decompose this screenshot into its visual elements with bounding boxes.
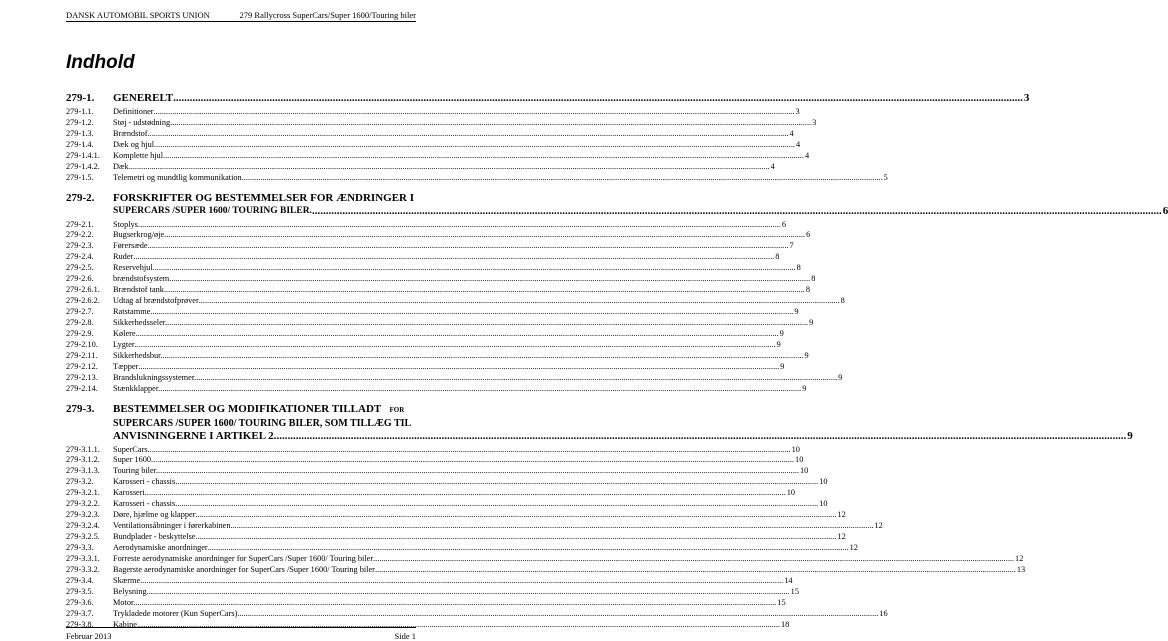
toc-entry[interactable]: 279-3.2.4. Ventilationsåbninger i førerkabinen. ..... 12 <box>66 521 416 532</box>
toc-entry[interactable]: 279-2.7. Ratstamme. ..... 9 <box>66 307 416 318</box>
toc-entry[interactable]: 279-3.2. Karosseri - chassis. ..... 10 <box>66 477 416 488</box>
toc-section-3[interactable]: 279-3. BESTEMMELSER OG MODIFIKATIONER TILLADT FOR SUPERCARS /SUPER 1600/ TOURING BILER, SOM TILLÆG TIL ANVISNINGERNE I ARTIKEL 2. ..... 9 <box>66 403 416 443</box>
toc-entry[interactable]: 279-2.6.1. Brændstof tank ..... 8 <box>66 285 416 296</box>
toc-entry[interactable]: 279-2.14. Stænkklapper. ..... 9 <box>66 384 416 395</box>
toc-entry[interactable]: 279-3.2.2. Karosseri - chassis. ..... 10 <box>66 499 416 510</box>
toc-section-1-items <box>66 106 888 184</box>
page-title: Indhold <box>66 52 135 73</box>
toc-entry[interactable]: 279-3.1.2. Super 1600. ..... 10 <box>66 456 416 467</box>
toc-section-3-items <box>66 444 1026 631</box>
toc-entry[interactable]: 279-1.4.2. Dæk ..... 4 <box>66 162 416 173</box>
running-header <box>66 6 416 22</box>
toc-section-2-items <box>66 219 845 395</box>
toc-entry[interactable]: 279-3.3. Aerodynamiske anordninger ..... 12 <box>66 543 416 554</box>
toc-entry[interactable]: 279-3.6. Motor. ..... 15 <box>66 598 416 609</box>
toc-entry[interactable]: 279-1.3. Brændstof ..... 4 <box>66 129 416 140</box>
toc-entry[interactable]: 279-3.3.1. Forreste aerodynamiske anordninger for SuperCars /Super 1600/ Touring biler ..... 12 <box>66 554 416 565</box>
footer-page: Side 1 <box>394 631 416 641</box>
toc-entry[interactable]: 279-3.7. Trykladede motorer (Kun SuperCars) ..... 16 <box>66 609 416 620</box>
toc-entry[interactable]: 279-3.2.3. Døre, hjælme og klapper ..... 12 <box>66 510 416 521</box>
toc-entry[interactable]: 279-3.1.3. Touring biler. ..... 10 <box>66 466 416 477</box>
header-doc: 279 Rallycross SuperCars/Super 1600/Touring biler <box>239 10 416 20</box>
header-org: DANSK AUTOMOBIL SPORTS UNION <box>66 10 210 20</box>
toc-section-2[interactable]: 279-2. FORSKRIFTER OG BESTEMMELSER FOR ÆNDRINGER I SUPERCARS /SUPER 1600/ TOURING BILER. ..... 6 <box>66 192 416 218</box>
toc-entry[interactable]: 279-2.4. Ruder ..... 8 <box>66 252 416 263</box>
toc-entry[interactable]: 279-1.4. Dæk og hjul ..... 4 <box>66 140 416 151</box>
toc-entry[interactable]: 279-3.1.1. SuperCars. ..... 10 <box>66 445 416 456</box>
toc-entry[interactable]: 279-2.6. brændstofsystem ..... 8 <box>66 274 416 285</box>
toc-entry[interactable]: 279-2.8. Sikkerhedsseler. ..... 9 <box>66 318 416 329</box>
toc-entry[interactable]: 279-3.2.5. Bundplader - beskyttelse ..... 12 <box>66 532 416 543</box>
toc-entry[interactable]: 279-3.8. Kabine. ..... 18 <box>66 620 416 631</box>
footer-date: Februar 2013 <box>66 631 112 641</box>
toc-entry[interactable]: 279-2.13. Brandslukningssystemer. ..... 9 <box>66 373 416 384</box>
toc-entry[interactable]: 279-1.4.1. Komplette hjul ..... 4 <box>66 151 416 162</box>
page-footer <box>66 627 416 641</box>
toc-entry[interactable]: 279-1.5. Telemetri og mundtlig kommunikation ..... 5 <box>66 173 416 184</box>
toc-entry[interactable]: 279-3.2.1. Karosseri ..... 10 <box>66 488 416 499</box>
toc-entry[interactable]: 279-1.2. Støj - udstødning ..... 3 <box>66 118 416 129</box>
toc-entry[interactable]: 279-3.4. Skærme. ..... 14 <box>66 576 416 587</box>
toc-entry[interactable]: 279-2.11. Sikkerhedsbur. ..... 9 <box>66 351 416 362</box>
toc-section-1[interactable]: 279-1. GENERELT ..... 3 <box>66 92 416 105</box>
toc-entry[interactable]: 279-1.1. Definitioner ..... 3 <box>66 107 416 118</box>
toc-entry[interactable]: 279-2.9. Kølere. ..... 9 <box>66 329 416 340</box>
toc-entry[interactable]: 279-2.10. Lygter ..... 9 <box>66 340 416 351</box>
table-of-contents <box>66 92 1168 631</box>
toc-entry[interactable]: 279-2.1. Stoplys. ..... 6 <box>66 220 416 231</box>
toc-entry[interactable]: 279-2.2. Bugserkrog/øje ..... 6 <box>66 231 416 242</box>
toc-entry[interactable]: 279-3.5. Belysning. ..... 15 <box>66 587 416 598</box>
toc-entry[interactable]: 279-2.3. Førersæde ..... 7 <box>66 241 416 252</box>
toc-entry[interactable]: 279-2.12. Tæpper ..... 9 <box>66 362 416 373</box>
toc-entry[interactable]: 279-2.5. Reservehjul. ..... 8 <box>66 263 416 274</box>
toc-entry[interactable]: 279-3.3.2. Bagerste aerodynamiske anordninger for SuperCars /Super 1600/ Touring biler ..... 13 <box>66 565 416 576</box>
toc-entry[interactable]: 279-2.6.2. Udtag af brændstofprøver ..... 8 <box>66 296 416 307</box>
